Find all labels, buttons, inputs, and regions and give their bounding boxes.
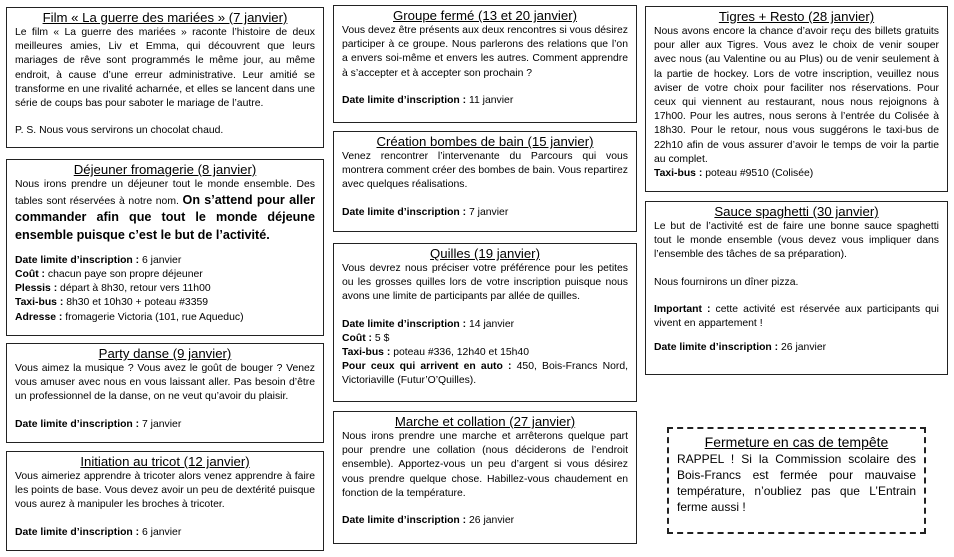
groupe-box (333, 5, 637, 123)
dejeuner-cost: Coût : chacun paye son propre déjeuner (15, 269, 203, 281)
tigres-description: Nous avons encore la chance d’avoir reçu des billets gratuits pour aller aux Tigres. Vous avez le choix de venir souper avec nous (au Valentine ou au Plus) ou de venir seulement à la partie de hockey. Lors de votre inscription, veuillez nous aviser de votre choix pour faciliter nos réservations. Pour ceux qui viennent au restaurant, nous nous rejoignons à 17h00. Pour les autres, nous serons à l’entrée du Colisée à 18h30. Pour le retour, nous vous suggérons le taxi-bus de 22h10 afin de vous assurer d’avoir le temps de voir la partie au complet. (654, 26, 939, 165)
marche-box (333, 411, 637, 544)
tricot-description: Vous aimeriez apprendre à tricoter alors venez apprendre à faire les points de base. Vous devez avoir un peu de dextérité puisque vous aurez à manipuler les broches à tricoter. (15, 471, 315, 511)
tricot-box (6, 451, 324, 551)
sauce-important: Important : cette activité est réservée aux participants qui vivent en appartement ! (654, 303, 939, 330)
marche-title: Marche et collation (27 janvier) (394, 414, 576, 429)
marche-description: Nous irons prendre une marche et arrêterons quelque part pour prendre une collation (nous déciderons de l’endroit ensemble). Apportez-vous un peu d’argent si vous désirez vous prendre quelque chose. Habillez-vous chaudement en fonction de la température. (342, 431, 628, 499)
quilles-cost: Coût : 5 $ (342, 332, 390, 344)
dejeuner-box (6, 159, 324, 336)
tigres-taxi: Taxi-bus : poteau #9510 (Colisée) (654, 168, 814, 180)
bombes-deadline: Date limite d’inscription : 7 janvier (342, 206, 509, 218)
dejeuner-description: Nous irons prendre un déjeuner tout le monde ensemble. Des tables sont réservées à notre nom. On s’attend pour aller commander afin que tout le monde déjeune ensemble puisque c’est le but de l’activité. (15, 179, 316, 242)
bombes-box (333, 131, 637, 232)
tricot-title: Initiation au tricot (12 janvier) (80, 454, 250, 469)
tigres-box (645, 6, 948, 192)
dejeuner-emphasis: On s’attend pour aller commander afin que tout le monde déjeune ensemble puisque c’est le but de l’activité. (15, 193, 316, 242)
dejeuner-deadline: Date limite d’inscription : 6 janvier (15, 254, 182, 266)
bombes-title: Création bombes de bain (15 janvier) (376, 134, 594, 149)
sauce-box (645, 201, 948, 375)
sauce-title: Sauce spaghetti (30 janvier) (714, 204, 879, 219)
quilles-taxi: Taxi-bus : poteau #336, 12h40 et 15h40 (342, 347, 529, 359)
dejeuner-address: Adresse : fromagerie Victoria (101, rue Aqueduc) (15, 311, 244, 323)
party-title: Party danse (9 janvier) (98, 346, 232, 361)
marche-deadline: Date limite d’inscription : 26 janvier (342, 515, 515, 527)
storm-notice (667, 427, 926, 534)
quilles-auto: Pour ceux qui arrivent en auto : 450, Bois-Francs Nord, Victoriaville (Futur’O’Quilles). (342, 361, 628, 387)
storm-description: RAPPEL ! Si la Commission scolaire des Bois-Francs est fermée pour mauvaise température, n’oubliez pas que L’Entrain ferme aussi ! (677, 452, 916, 514)
film-ps: P. S. Nous vous servirons un chocolat chaud. (15, 125, 224, 137)
quilles-deadline: Date limite d’inscription : 14 janvier (342, 318, 515, 330)
dejeuner-title: Déjeuner fromagerie (8 janvier) (73, 162, 257, 177)
sauce-dinner: Nous fournirons un dîner pizza. (654, 276, 799, 288)
party-deadline: Date limite d’inscription : 7 janvier (15, 418, 182, 430)
party-box (6, 343, 324, 443)
groupe-title: Groupe fermé (13 et 20 janvier) (393, 8, 577, 23)
groupe-deadline: Date limite d’inscription : 11 janvier (342, 94, 514, 106)
sauce-description: Le but de l’activité est de faire une bonne sauce spaghetti tout le monde ensemble (vous devez vous impliquer dans l’ensemble des tâches de sa préparation). (654, 221, 939, 261)
party-description: Vous aimez la musique ? Vous avez le goût de bouger ? Venez vous amuser avec nous en vous laissant aller. Pas besoin d’être un professionnel de la danse, on ne veut qu’avoir du plaisir. (15, 363, 315, 403)
film-box (6, 7, 324, 148)
quilles-title: Quilles (19 janvier) (430, 246, 540, 261)
dejeuner-plessis: Plessis : départ à 8h30, retour vers 11h00 (15, 283, 211, 295)
quilles-description: Vous devrez nous préciser votre préférence pour les petites ou les grosses quilles lors de votre inscription puisque nous avons une limite de participants par allée de quilles. (342, 263, 628, 303)
film-description: Le film « La guerre des mariées » raconte l’histoire de deux meilleures amies, Liv et Emma, qui découvrent que leurs mariages de rêve sont programmés le même jour, au même endroit, à cause d’une erreur administrative. Leur amitié se transforme en une rivalité acharnée, et elles se lancent dans une série de coups bas pour saboter le mariage de l’autre. (15, 27, 315, 110)
dejeuner-taxi: Taxi-bus : 8h30 et 10h30 + poteau #3359 (15, 297, 209, 309)
film-title: Film « La guerre des mariées » (7 janvier) (42, 10, 288, 25)
tigres-title: Tigres + Resto (28 janvier) (718, 9, 875, 24)
groupe-description: Vous devez être présents aux deux rencontres si vous désirez participer à ce groupe. Nous parlerons des relations que l’on a envers soi-même et envers les autres. Comment apprendre à s’accepter et à accepter son prochain ? (342, 25, 628, 79)
quilles-box (333, 243, 637, 402)
bombes-description: Venez rencontrer l’intervenante du Parcours qui vous montrera comment créer des bombes de bain. Vous repartirez avec quelques réalisations. (342, 151, 628, 191)
sauce-deadline: Date limite d’inscription : 26 janvier (654, 342, 827, 354)
tricot-deadline: Date limite d’inscription : 6 janvier (15, 526, 182, 538)
storm-title: Fermeture en cas de tempête (704, 434, 889, 450)
